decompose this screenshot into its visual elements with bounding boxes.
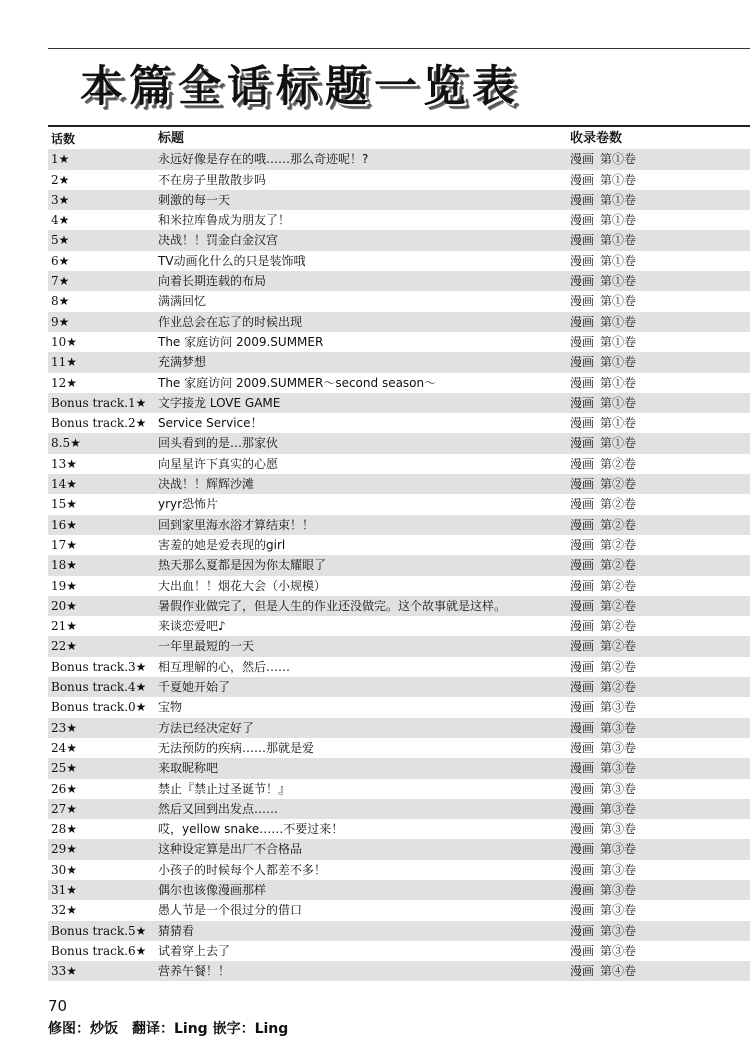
episode-title: 刺激的每一天 xyxy=(158,192,231,207)
table-row xyxy=(48,454,750,474)
table-row xyxy=(48,880,750,900)
header-num: 话数 xyxy=(51,132,76,146)
episode-volume xyxy=(570,474,750,494)
header-rule xyxy=(48,125,750,127)
volume-number: 第③卷 xyxy=(600,882,637,897)
header-vol: 收录卷数 xyxy=(570,131,623,146)
volume-type: 漫画 xyxy=(570,680,595,695)
episode-title: 哎，yellow snake……不要过来！ xyxy=(158,822,344,837)
episode-volume xyxy=(570,921,750,941)
table-row xyxy=(48,961,750,981)
episode-number: 12★ xyxy=(51,375,78,390)
header-title: 标题 xyxy=(158,131,185,146)
episode-title: 永远好像是存在的哦……那么奇迹呢！? xyxy=(158,152,369,167)
volume-type: 漫画 xyxy=(570,740,595,755)
volume-number: 第③卷 xyxy=(600,740,637,755)
page-number: 70 xyxy=(48,997,68,1015)
episode-number: 2★ xyxy=(51,172,70,187)
episode-volume xyxy=(570,352,750,372)
volume-number: 第②卷 xyxy=(600,537,637,552)
volume-type: 漫画 xyxy=(570,395,595,410)
episode-number: 32★ xyxy=(51,903,78,918)
volume-number: 第③卷 xyxy=(600,842,637,857)
volume-type: 漫画 xyxy=(570,822,595,837)
episode-number: 5★ xyxy=(51,233,70,248)
volume-number: 第①卷 xyxy=(600,375,637,390)
volume-number: 第②卷 xyxy=(600,619,637,634)
volume-number: 第①卷 xyxy=(600,294,637,309)
volume-number: 第③卷 xyxy=(600,943,637,958)
episode-volume xyxy=(570,373,750,393)
volume-type: 漫画 xyxy=(570,172,595,187)
table-row xyxy=(48,576,750,596)
table-row xyxy=(48,332,750,352)
table-row xyxy=(48,271,750,291)
episode-title: 无法预防的疾病……那就是爱 xyxy=(158,740,315,755)
episode-title: 宝物 xyxy=(158,700,183,715)
episode-volume xyxy=(570,393,750,413)
table-row xyxy=(48,921,750,941)
episode-number: Bonus track.1★ xyxy=(51,395,147,410)
episode-volume xyxy=(570,210,750,230)
episode-volume xyxy=(570,413,750,433)
volume-type: 漫画 xyxy=(570,152,595,167)
volume-number: 第①卷 xyxy=(600,192,637,207)
volume-number: 第③卷 xyxy=(600,822,637,837)
episode-title: 作业总会在忘了的时候出现 xyxy=(158,314,303,329)
volume-type: 漫画 xyxy=(570,639,595,654)
volume-type: 漫画 xyxy=(570,801,595,816)
episode-number: 26★ xyxy=(51,781,78,796)
episode-volume xyxy=(570,230,750,250)
episode-number: Bonus track.2★ xyxy=(51,416,147,431)
episode-volume xyxy=(570,555,750,575)
episode-volume xyxy=(570,576,750,596)
table-row xyxy=(48,210,750,230)
table-row xyxy=(48,373,750,393)
episode-number: 4★ xyxy=(51,213,70,228)
volume-type: 漫画 xyxy=(570,598,595,613)
episode-number: 11★ xyxy=(51,355,78,370)
volume-number: 第②卷 xyxy=(600,639,637,654)
episode-volume xyxy=(570,880,750,900)
episode-number: 10★ xyxy=(51,334,78,349)
volume-type: 漫画 xyxy=(570,213,595,228)
volume-number: 第③卷 xyxy=(600,923,637,938)
table-row xyxy=(48,352,750,372)
table-row xyxy=(48,819,750,839)
episode-volume xyxy=(570,941,750,961)
episode-volume xyxy=(570,900,750,920)
volume-type: 漫画 xyxy=(570,375,595,390)
table-row xyxy=(48,758,750,778)
table-row xyxy=(48,230,750,250)
episode-number: Bonus track.0★ xyxy=(51,700,147,715)
volume-type: 漫画 xyxy=(570,253,595,268)
volume-number: 第②卷 xyxy=(600,659,637,674)
table-row xyxy=(48,941,750,961)
volume-type: 漫画 xyxy=(570,781,595,796)
episode-title: 暑假作业做完了，但是人生的作业还没做完。这个故事就是这样。 xyxy=(158,598,507,613)
episode-title: TV动画化什么的只是装饰哦 xyxy=(158,253,306,268)
episode-volume xyxy=(570,433,750,453)
episode-number: 18★ xyxy=(51,558,78,573)
episode-volume xyxy=(570,758,750,778)
volume-number: 第①卷 xyxy=(600,152,637,167)
volume-number: 第④卷 xyxy=(600,964,637,979)
episode-title: 热天那么夏都是因为你太耀眼了 xyxy=(158,558,327,573)
table-row xyxy=(48,433,750,453)
episode-volume xyxy=(570,535,750,555)
episode-volume xyxy=(570,657,750,677)
volume-number: 第②卷 xyxy=(600,598,637,613)
volume-type: 漫画 xyxy=(570,964,595,979)
volume-type: 漫画 xyxy=(570,477,595,492)
episode-title: 营养午餐！！ xyxy=(158,964,231,979)
volume-type: 漫画 xyxy=(570,903,595,918)
episode-number: 27★ xyxy=(51,801,78,816)
episode-volume xyxy=(570,738,750,758)
episode-volume xyxy=(570,799,750,819)
episode-number: 8.5★ xyxy=(51,436,81,451)
episode-title: 回到家里海水浴才算结束！！ xyxy=(158,517,315,532)
episode-title: 方法已经决定好了 xyxy=(158,720,255,735)
table-row xyxy=(48,657,750,677)
episode-number: Bonus track.6★ xyxy=(51,943,147,958)
top-rule xyxy=(48,48,750,49)
volume-type: 漫画 xyxy=(570,334,595,349)
episode-number: 13★ xyxy=(51,456,78,471)
volume-type: 漫画 xyxy=(570,274,595,289)
episode-number: 9★ xyxy=(51,314,70,329)
episode-title: 和米拉库鲁成为朋友了！ xyxy=(158,213,291,228)
volume-number: 第②卷 xyxy=(600,517,637,532)
table-row xyxy=(48,291,750,311)
episode-title: 回头看到的是…那家伙 xyxy=(158,436,279,451)
volume-number: 第①卷 xyxy=(600,395,637,410)
episode-number: 33★ xyxy=(51,964,78,979)
table-row xyxy=(48,697,750,717)
volume-number: 第①卷 xyxy=(600,172,637,187)
episode-title: 愚人节是一个很过分的借口 xyxy=(158,903,303,918)
episode-title: 偶尔也该像漫画那样 xyxy=(158,882,267,897)
table-row xyxy=(48,251,750,271)
table-row xyxy=(48,636,750,656)
table-row xyxy=(48,190,750,210)
volume-type: 漫画 xyxy=(570,558,595,573)
volume-number: 第①卷 xyxy=(600,416,637,431)
table-row xyxy=(48,677,750,697)
table-header xyxy=(48,129,750,149)
episode-volume xyxy=(570,677,750,697)
episode-title: 向着长期连载的布局 xyxy=(158,274,267,289)
episode-title: 决战！！辉辉沙滩 xyxy=(158,477,255,492)
episode-number: 25★ xyxy=(51,761,78,776)
table-body xyxy=(48,149,750,981)
episode-number: 16★ xyxy=(51,517,78,532)
table-row xyxy=(48,596,750,616)
volume-type: 漫画 xyxy=(570,416,595,431)
volume-type: 漫画 xyxy=(570,862,595,877)
volume-type: 漫画 xyxy=(570,943,595,958)
table-row xyxy=(48,535,750,555)
volume-number: 第①卷 xyxy=(600,233,637,248)
episode-number: 1★ xyxy=(51,152,70,167)
episode-volume xyxy=(570,718,750,738)
table-row xyxy=(48,839,750,859)
table-row xyxy=(48,393,750,413)
episode-title: 小孩子的时候每个人都差不多！ xyxy=(158,862,327,877)
episode-title: yryr恐怖片 xyxy=(158,497,219,512)
episode-title: 千夏她开始了 xyxy=(158,680,231,695)
episode-title: 满满回忆 xyxy=(158,294,207,309)
episode-volume xyxy=(570,779,750,799)
table-row xyxy=(48,718,750,738)
episode-volume xyxy=(570,839,750,859)
episode-number: 21★ xyxy=(51,619,78,634)
episode-volume xyxy=(570,190,750,210)
volume-number: 第①卷 xyxy=(600,314,637,329)
episode-title: 来谈恋爱吧♪ xyxy=(158,619,226,634)
volume-number: 第②卷 xyxy=(600,680,637,695)
volume-number: 第②卷 xyxy=(600,558,637,573)
episode-title: 不在房子里散散步吗 xyxy=(158,172,267,187)
table-row xyxy=(48,515,750,535)
episode-number: 14★ xyxy=(51,477,78,492)
episode-number: Bonus track.3★ xyxy=(51,659,147,674)
episode-number: 17★ xyxy=(51,537,78,552)
episode-number: Bonus track.5★ xyxy=(51,923,147,938)
table-row xyxy=(48,900,750,920)
table-row xyxy=(48,413,750,433)
volume-number: 第①卷 xyxy=(600,253,637,268)
volume-type: 漫画 xyxy=(570,537,595,552)
table-row xyxy=(48,149,750,169)
episode-number: 7★ xyxy=(51,274,70,289)
episode-title: 猜猜看 xyxy=(158,923,195,938)
episode-number: 6★ xyxy=(51,253,70,268)
episode-title: The 家庭访问 2009.SUMMER xyxy=(158,334,324,349)
volume-type: 漫画 xyxy=(570,619,595,634)
episode-title: 大出血！！烟花大会（小规模） xyxy=(158,578,327,593)
episode-number: 22★ xyxy=(51,639,78,654)
volume-type: 漫画 xyxy=(570,294,595,309)
page-title: 本篇全话标题一览表 xyxy=(80,62,521,112)
episode-number: 19★ xyxy=(51,578,78,593)
episode-number: 20★ xyxy=(51,598,78,613)
table-row xyxy=(48,860,750,880)
episode-title: 充满梦想 xyxy=(158,355,207,370)
episode-volume xyxy=(570,271,750,291)
episode-title: 这种设定算是出厂不合格品 xyxy=(158,842,303,857)
credits: 修图：炒饭 翻译：Ling 嵌字：Ling xyxy=(48,1021,289,1037)
volume-type: 漫画 xyxy=(570,578,595,593)
episode-title: 向星星许下真实的心愿 xyxy=(158,456,279,471)
volume-type: 漫画 xyxy=(570,314,595,329)
episode-title: 害羞的她是爱表现的girl xyxy=(158,537,286,552)
episode-number: 30★ xyxy=(51,862,78,877)
episode-volume xyxy=(570,251,750,271)
episode-volume xyxy=(570,697,750,717)
episode-number: Bonus track.4★ xyxy=(51,680,147,695)
volume-number: 第①卷 xyxy=(600,436,637,451)
volume-type: 漫画 xyxy=(570,761,595,776)
volume-number: 第①卷 xyxy=(600,355,637,370)
episode-title: 相互理解的心，然后…… xyxy=(158,659,291,674)
episode-number: 31★ xyxy=(51,882,78,897)
episode-number: 29★ xyxy=(51,842,78,857)
episode-volume xyxy=(570,494,750,514)
episode-volume xyxy=(570,515,750,535)
volume-type: 漫画 xyxy=(570,436,595,451)
table-row xyxy=(48,494,750,514)
table-row xyxy=(48,738,750,758)
episode-title: 决战！！罚金白金汉宫 xyxy=(158,233,279,248)
table-row xyxy=(48,555,750,575)
volume-type: 漫画 xyxy=(570,233,595,248)
volume-number: 第③卷 xyxy=(600,700,637,715)
episode-volume xyxy=(570,312,750,332)
volume-type: 漫画 xyxy=(570,720,595,735)
volume-number: 第③卷 xyxy=(600,761,637,776)
table-row xyxy=(48,474,750,494)
episode-volume xyxy=(570,636,750,656)
volume-number: 第①卷 xyxy=(600,334,637,349)
episode-title: 文字接龙 LOVE GAME xyxy=(158,395,281,410)
episode-volume xyxy=(570,616,750,636)
table-row xyxy=(48,779,750,799)
episode-volume xyxy=(570,454,750,474)
episode-table xyxy=(48,129,750,981)
volume-type: 漫画 xyxy=(570,659,595,674)
episode-title: The 家庭访问 2009.SUMMER～second season～ xyxy=(158,375,437,390)
episode-volume xyxy=(570,819,750,839)
volume-number: 第②卷 xyxy=(600,578,637,593)
episode-number: 24★ xyxy=(51,740,78,755)
episode-volume xyxy=(570,332,750,352)
volume-number: 第②卷 xyxy=(600,456,637,471)
episode-volume xyxy=(570,961,750,981)
episode-title: 一年里最短的一天 xyxy=(158,639,255,654)
volume-type: 漫画 xyxy=(570,192,595,207)
table-row xyxy=(48,799,750,819)
episode-volume xyxy=(570,860,750,880)
volume-number: 第①卷 xyxy=(600,213,637,228)
volume-number: 第②卷 xyxy=(600,477,637,492)
episode-number: 15★ xyxy=(51,497,78,512)
episode-number: 23★ xyxy=(51,720,78,735)
episode-number: 3★ xyxy=(51,192,70,207)
volume-type: 漫画 xyxy=(570,923,595,938)
volume-type: 漫画 xyxy=(570,497,595,512)
episode-title: 然后又回到出发点…… xyxy=(158,801,279,816)
episode-volume xyxy=(570,291,750,311)
volume-number: 第②卷 xyxy=(600,497,637,512)
volume-number: 第③卷 xyxy=(600,801,637,816)
volume-type: 漫画 xyxy=(570,882,595,897)
episode-number: 8★ xyxy=(51,294,70,309)
volume-number: 第③卷 xyxy=(600,781,637,796)
episode-title: 禁止『禁止过圣诞节！』 xyxy=(158,781,291,796)
episode-title: 试着穿上去了 xyxy=(158,943,231,958)
volume-number: 第③卷 xyxy=(600,720,637,735)
volume-number: 第①卷 xyxy=(600,274,637,289)
episode-volume xyxy=(570,149,750,169)
volume-number: 第③卷 xyxy=(600,862,637,877)
episode-volume xyxy=(570,596,750,616)
episode-title: 来取昵称吧 xyxy=(158,761,219,776)
episode-number: 28★ xyxy=(51,822,78,837)
table-row xyxy=(48,312,750,332)
volume-type: 漫画 xyxy=(570,517,595,532)
table-row xyxy=(48,170,750,190)
volume-type: 漫画 xyxy=(570,842,595,857)
episode-title: Service Service！ xyxy=(158,416,263,431)
table-row xyxy=(48,616,750,636)
volume-type: 漫画 xyxy=(570,355,595,370)
volume-type: 漫画 xyxy=(570,700,595,715)
volume-type: 漫画 xyxy=(570,456,595,471)
volume-number: 第③卷 xyxy=(600,903,637,918)
episode-volume xyxy=(570,170,750,190)
